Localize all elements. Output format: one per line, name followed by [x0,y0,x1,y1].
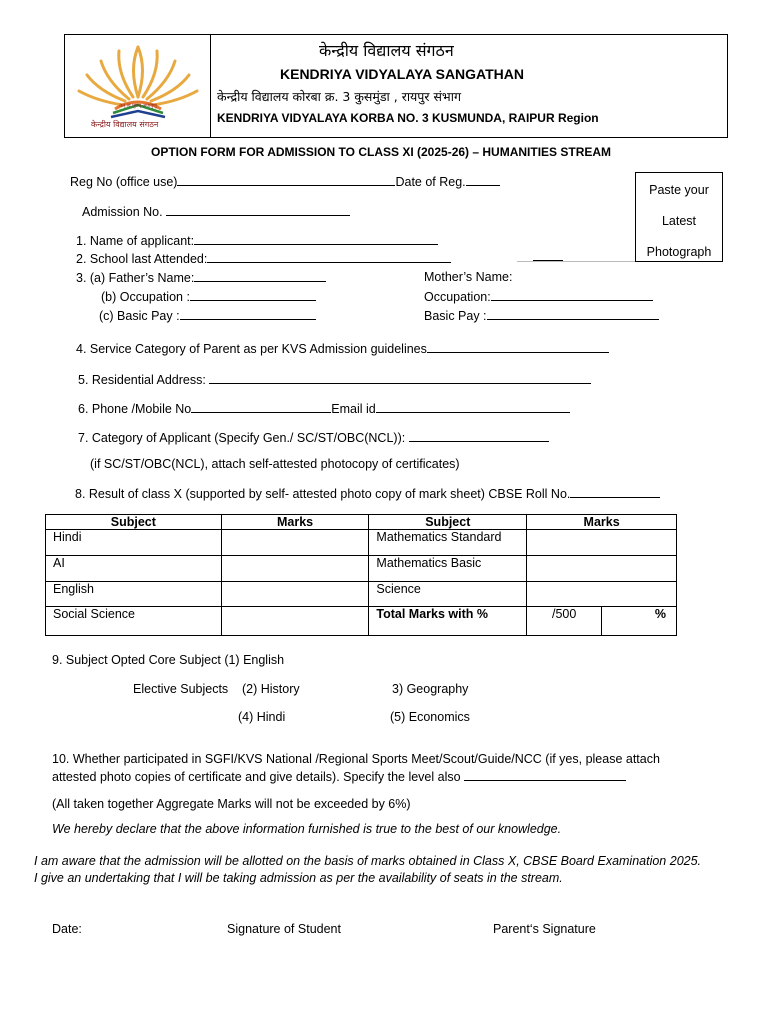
school-name-hindi: केन्द्रीय विद्यालय कोरबा क्र. 3 कुसमुंडा , रायपुर संभाग [217,89,462,104]
admission-no-blank[interactable] [166,204,350,216]
header-box [64,34,728,138]
logo-caption: केन्द्रीय विद्यालय संगठन [91,120,159,129]
q9-core-subject: 9. Subject Opted Core Subject (1) English [52,653,285,667]
elective-geography: 3) Geography [392,682,469,696]
q10-line2: attested photo copies of certificate and give details). Specify the level also [52,770,461,784]
total-out-of[interactable]: /500 [527,607,602,636]
org-title-hindi: केन्द्रीय विद्यालय संगठन [319,41,454,60]
table-row [46,581,677,607]
q10-field [52,769,626,784]
q3-mother-label: Mother’s Name: [424,270,513,284]
marks-cell[interactable] [527,581,677,607]
q3-mother-pay-field [424,308,659,323]
logo-motto: तत् त्वं पूषन् अपावृणु [119,103,157,109]
student-signature-label: Signature of Student [227,922,341,936]
q3-mother-occupation-field [424,289,653,304]
q3-pay-blank[interactable] [180,308,316,320]
q2-label: 2. School last Attended: [76,252,208,266]
reg-no-field [70,174,500,189]
admission-no-label: Admission No. [82,205,163,219]
admission-no-field [82,204,350,219]
q3-mother-occupation-label: Occupation: [424,290,491,304]
q4-field [76,341,609,356]
elective-hindi: (4) Hindi [238,710,286,724]
form-title: OPTION FORM FOR ADMISSION TO CLASS XI (2025-26) – HUMANITIES STREAM [151,145,612,159]
reg-no-blank[interactable] [177,174,395,186]
org-title-english: KENDRIYA VIDYALAYA SANGATHAN [280,66,525,82]
photo-box-line3: Photograph [646,245,712,259]
subject-cell: AI [46,556,222,582]
header-subject-2: Subject [369,515,527,530]
date-of-reg-blank[interactable] [466,174,500,186]
table-row [46,556,677,582]
q3-father-blank[interactable] [194,270,326,282]
subject-cell: Mathematics Standard [369,530,527,556]
total-marks-label: Total Marks with % [369,607,527,636]
marks-cell[interactable] [527,530,677,556]
elective-history: (2) History [242,682,300,696]
q6-email-label: Email id [331,402,376,416]
subject-cell: English [46,581,222,607]
q7-note: (if SC/ST/OBC(NCL), attach self-attested photocopy of certificates) [90,457,460,471]
q2-gray-line [517,261,635,262]
q8-roll-blank[interactable] [570,486,660,498]
date-label: Date: [52,922,82,936]
q4-label: 4. Service Category of Parent as per KVS Admission guidelines [76,342,427,356]
subject-cell: Social Science [46,607,222,636]
q3-occupation-label: (b) Occupation : [101,290,190,304]
q7-field [78,430,549,445]
subject-cell: Hindi [46,530,222,556]
marks-table-header [46,515,677,530]
marks-cell[interactable] [221,530,369,556]
declaration-text: We hereby declare that the above information furnished is true to the best of our knowledge. [52,822,562,836]
q8-label: 8. Result of class X (supported by self- attested photo copy of mark sheet) CBSE Roll No. [75,487,571,501]
q3-pay-field [99,308,316,323]
q3-mother-occupation-blank[interactable] [491,289,653,301]
header-divider [210,35,211,137]
q10-line1: 10. Whether participated in SGFI/KVS National /Regional Sports Meet/Scout/Guide/NCC (if yes, please attach [52,752,660,766]
q6-field [78,401,570,416]
q1-label: 1. Name of applicant: [76,234,195,248]
elective-label: Elective Subjects [133,682,229,696]
subject-cell: Mathematics Basic [369,556,527,582]
q6-phone-blank[interactable] [191,401,331,413]
q10-blank[interactable] [464,769,626,781]
marks-cell[interactable] [527,556,677,582]
subject-cell: Science [369,581,527,607]
q7-label: 7. Category of Applicant (Specify Gen./ SC/ST/OBC(NCL)): [78,431,406,445]
kvs-logo [69,39,207,133]
q3-mother-pay-label: Basic Pay : [424,309,487,323]
photo-box-line1: Paste your [649,183,709,197]
q1-blank[interactable] [194,233,438,245]
q7-blank[interactable] [409,430,549,442]
parent-signature-label: Parent‘s Signature [493,922,596,936]
reg-no-label: Reg No (office use) [70,175,178,189]
q1-field [76,233,438,248]
q2-extra-blank [533,260,563,261]
q5-field [78,372,591,387]
awareness-line1: I am aware that the admission will be allotted on the basis of marks obtained in Class X, CBSE Board Examination 2025. [34,854,702,868]
q6-email-blank[interactable] [376,401,570,413]
header-subject-1: Subject [46,515,222,530]
table-row-total [46,607,677,636]
marks-cell[interactable] [221,607,369,636]
q5-label: 5. Residential Address: [78,373,206,387]
photo-box-line2: Latest [661,214,697,228]
q4-blank[interactable] [427,341,609,353]
marks-cell[interactable] [221,581,369,607]
q3-mother-pay-blank[interactable] [487,308,659,320]
date-of-reg-label: Date of Reg. [395,175,466,189]
q3-pay-label: (c) Basic Pay : [99,309,180,323]
header-marks-2: Marks [527,515,677,530]
total-percent[interactable]: % [602,607,677,636]
q3-occupation-blank[interactable] [190,289,316,301]
aggregate-note: (All taken together Aggregate Marks will not be exceeded by 6%) [52,797,411,811]
q2-blank[interactable] [207,251,451,263]
table-row [46,530,677,556]
header-marks-1: Marks [221,515,369,530]
elective-economics: (5) Economics [390,710,470,724]
q3-father-field [76,270,326,285]
q6-phone-label: 6. Phone /Mobile No [78,402,192,416]
q8-field [75,486,660,501]
q5-blank[interactable] [209,372,591,384]
marks-cell[interactable] [221,556,369,582]
school-name-english: KENDRIYA VIDYALAYA KORBA NO. 3 KUSMUNDA, RAIPUR Region [217,111,599,125]
q3-father-label: 3. (a) Father’s Name: [76,271,195,285]
q3-occupation-field [101,289,316,304]
marks-table [45,514,677,636]
q2-field [76,251,451,266]
photo-box[interactable] [635,172,723,262]
awareness-line2: I give an undertaking that I will be taking admission as per the availability of seats in the stream. [34,871,563,885]
